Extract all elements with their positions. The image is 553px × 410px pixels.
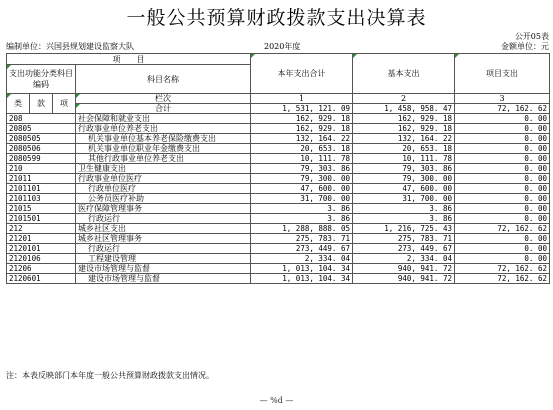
basic-cell: 275, 783. 71: [353, 234, 455, 244]
project-cell: 0. 00: [455, 114, 550, 124]
table-row: [7, 264, 550, 274]
expenditure-table: [6, 53, 550, 284]
project-cell: 0. 00: [455, 184, 550, 194]
total-basic: 1, 458, 958. 47: [353, 104, 455, 114]
header-basic: 基本支出: [353, 54, 455, 94]
basic-cell: 79, 300. 00: [353, 174, 455, 184]
subject-code: 2101101: [7, 184, 76, 194]
subject-code: 21206: [7, 264, 76, 274]
col-index-1: 1: [251, 94, 353, 104]
subject-name: 建设市场管理与监督: [76, 274, 251, 284]
table-row: [7, 214, 550, 224]
subject-name: 行政单位医疗: [76, 184, 251, 194]
year-total-cell: 132, 164. 22: [251, 134, 353, 144]
table-row: [7, 234, 550, 244]
project-cell: 0. 00: [455, 254, 550, 264]
subject-code: 2101103: [7, 194, 76, 204]
subject-name: 行政事业单位养老支出: [76, 124, 251, 134]
subject-code: 2080505: [7, 134, 76, 144]
table-row: [7, 184, 550, 194]
subject-name: 城乡社区管理事务: [76, 234, 251, 244]
header-project: 项 目: [7, 54, 251, 65]
table-row: [7, 244, 550, 254]
project-cell: 72, 162. 62: [455, 274, 550, 284]
header-kuan: 款: [30, 94, 53, 114]
subject-name: 其他行政事业单位养老支出: [76, 154, 251, 164]
basic-cell: 162, 929. 18: [353, 124, 455, 134]
table-row: [7, 154, 550, 164]
year-total-cell: 3. 86: [251, 204, 353, 214]
subject-code: 21011: [7, 174, 76, 184]
meta-row: [6, 41, 549, 53]
header-column-index: 栏次: [76, 94, 251, 104]
basic-cell: 31, 700. 00: [353, 194, 455, 204]
subject-name: 社会保障和就业支出: [76, 114, 251, 124]
header-year-total: 本年支出合计: [251, 54, 353, 94]
year-total-cell: 275, 783. 71: [251, 234, 353, 244]
basic-cell: 940, 941. 72: [353, 264, 455, 274]
table-row: [7, 124, 550, 134]
basic-cell: 162, 929. 18: [353, 114, 455, 124]
project-cell: 0. 00: [455, 194, 550, 204]
year-total-cell: 2, 334. 04: [251, 254, 353, 264]
subject-name: 行政运行: [76, 214, 251, 224]
total-year: 1, 531, 121. 09: [251, 104, 353, 114]
year-total-cell: 20, 653. 18: [251, 144, 353, 154]
subject-name: 建设市场管理与监督: [76, 264, 251, 274]
compiling-unit: 编制单位：兴国县规划建设监察大队: [6, 42, 134, 51]
table-row: [7, 114, 550, 124]
year-total-cell: 3. 86: [251, 214, 353, 224]
year-total-cell: 10, 111. 78: [251, 154, 353, 164]
project-cell: 0. 00: [455, 134, 550, 144]
header-lei: 类: [7, 94, 30, 114]
subject-code: 2080506: [7, 144, 76, 154]
header-project-exp: 项目支出: [455, 54, 550, 94]
year-total-cell: 31, 700. 00: [251, 194, 353, 204]
total-project: 72, 162. 62: [455, 104, 550, 114]
table-row: [7, 224, 550, 234]
subject-code: 210: [7, 164, 76, 174]
year-total-cell: 79, 300. 00: [251, 174, 353, 184]
page-footer: — %d —: [259, 396, 294, 405]
year-total-cell: 1, 013, 104. 34: [251, 274, 353, 284]
project-cell: 0. 00: [455, 204, 550, 214]
header-function-code: 支出功能分类科目编码: [7, 65, 76, 94]
header-xiang: 项: [53, 94, 76, 114]
basic-cell: 47, 600. 00: [353, 184, 455, 194]
subject-code: 2120101: [7, 244, 76, 254]
col-index-3: 3: [455, 94, 550, 104]
table-row: [7, 144, 550, 154]
basic-cell: 273, 449. 67: [353, 244, 455, 254]
year-total-cell: 273, 449. 67: [251, 244, 353, 254]
project-cell: 0. 00: [455, 234, 550, 244]
basic-cell: 940, 941. 72: [353, 274, 455, 284]
year-total-cell: 79, 303. 86: [251, 164, 353, 174]
project-cell: 0. 00: [455, 154, 550, 164]
basic-cell: 20, 653. 18: [353, 144, 455, 154]
year-total-cell: 47, 600. 00: [251, 184, 353, 194]
project-cell: 0. 00: [455, 164, 550, 174]
subject-code: 21015: [7, 204, 76, 214]
table-note: 注：本表反映部门本年度一般公共预算财政拨款支出情况。: [6, 371, 214, 380]
subject-name: 机关事业单位职业年金缴费支出: [76, 144, 251, 154]
project-cell: 72, 162. 62: [455, 224, 550, 234]
subject-name: 卫生健康支出: [76, 164, 251, 174]
subject-code: 2120601: [7, 274, 76, 284]
subject-code: 2120106: [7, 254, 76, 264]
basic-cell: 79, 303. 86: [353, 164, 455, 174]
subject-code: 21201: [7, 234, 76, 244]
total-label: 合计: [76, 104, 251, 114]
subject-code: 2101501: [7, 214, 76, 224]
subject-code: 20805: [7, 124, 76, 134]
table-row: [7, 254, 550, 264]
project-cell: 0. 00: [455, 144, 550, 154]
form-number: 公开05表: [514, 32, 549, 41]
year-total-cell: 1, 013, 104. 34: [251, 264, 353, 274]
year-total-cell: 1, 288, 888. 05: [251, 224, 353, 234]
project-cell: 72, 162. 62: [455, 264, 550, 274]
basic-cell: 10, 111. 78: [353, 154, 455, 164]
subject-code: 208: [7, 114, 76, 124]
col-index-2: 2: [353, 94, 455, 104]
basic-cell: 132, 164. 22: [353, 134, 455, 144]
fiscal-year: 2020年度: [264, 42, 301, 51]
subject-code: 2080599: [7, 154, 76, 164]
subject-code: 212: [7, 224, 76, 234]
document-title: 一般公共预算财政拨款支出决算表: [126, 7, 427, 29]
basic-cell: 2, 334. 04: [353, 254, 455, 264]
subject-name: 城乡社区支出: [76, 224, 251, 234]
table-row: [7, 164, 550, 174]
subject-name: 行政事业单位医疗: [76, 174, 251, 184]
header-subject-name: 科目名称: [76, 65, 251, 94]
subject-name: 公务员医疗补助: [76, 194, 251, 204]
project-cell: 0. 00: [455, 174, 550, 184]
basic-cell: 3. 86: [353, 214, 455, 224]
subject-name: 机关事业单位基本养老保险缴费支出: [76, 134, 251, 144]
basic-cell: 3. 86: [353, 204, 455, 214]
subject-name: 医疗保障管理事务: [76, 204, 251, 214]
project-cell: 0. 00: [455, 124, 550, 134]
table-row: [7, 274, 550, 284]
table-row: [7, 194, 550, 204]
year-total-cell: 162, 929. 18: [251, 124, 353, 134]
year-total-cell: 162, 929. 18: [251, 114, 353, 124]
table-row: [7, 204, 550, 214]
project-cell: 0. 00: [455, 244, 550, 254]
table-row: [7, 174, 550, 184]
subject-name: 行政运行: [76, 244, 251, 254]
project-cell: 0. 00: [455, 214, 550, 224]
basic-cell: 1, 216, 725. 43: [353, 224, 455, 234]
amount-unit: 金额单位：元: [501, 42, 549, 51]
table-row: [7, 134, 550, 144]
subject-name: 工程建设管理: [76, 254, 251, 264]
